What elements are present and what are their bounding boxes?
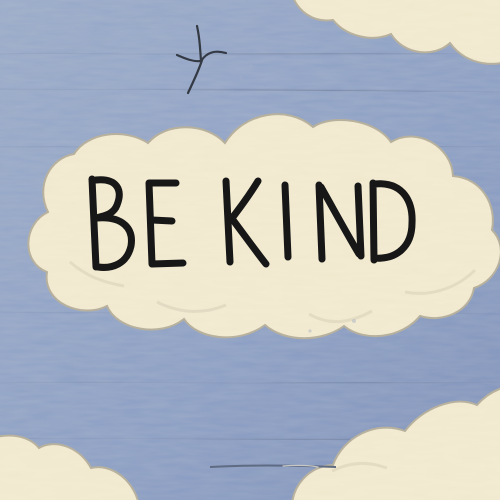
letter-e [149,183,183,264]
letter-k [226,181,266,264]
wood-scratch [210,464,336,469]
letter-n [319,185,361,259]
letter-d [373,183,412,260]
letter-i [285,185,288,257]
be-kind-painted-text [82,166,422,276]
letter-b [92,179,131,267]
